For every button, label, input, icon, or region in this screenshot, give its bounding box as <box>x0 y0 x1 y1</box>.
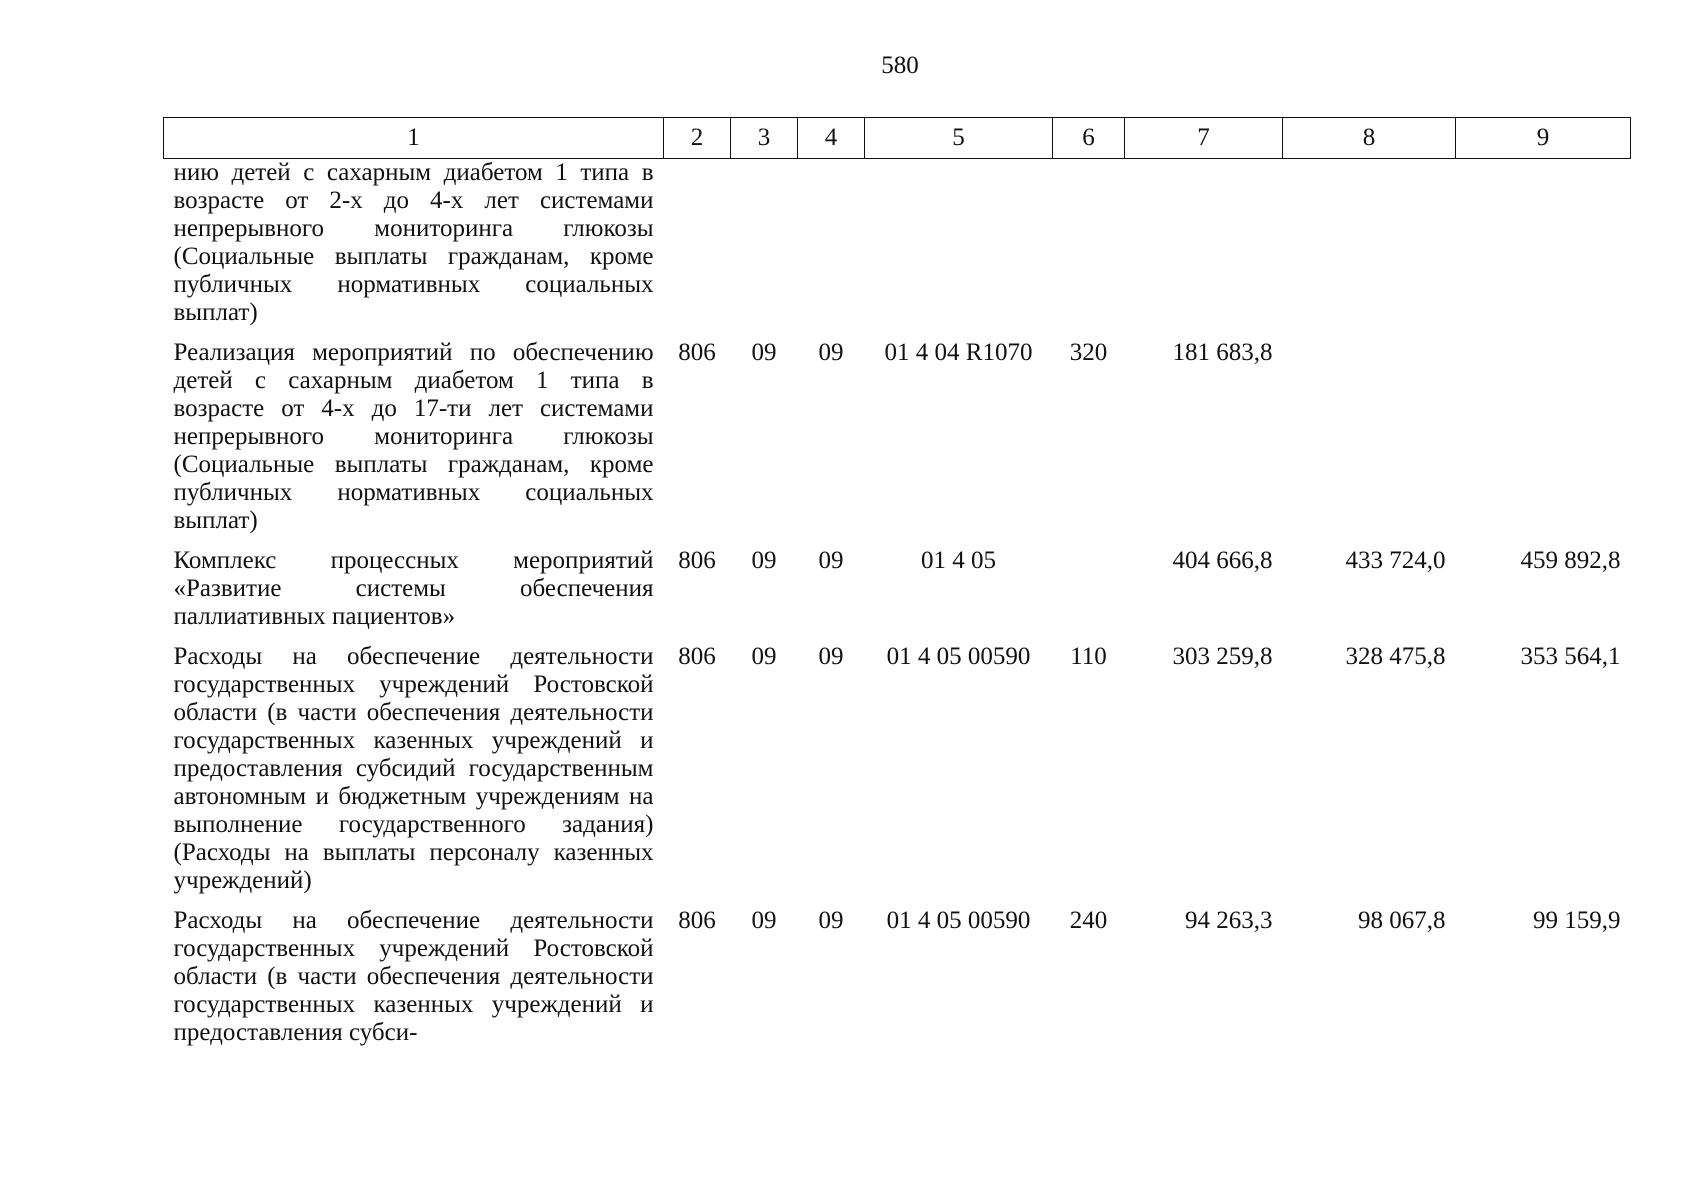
row-ministry: 806 <box>678 907 716 934</box>
header-col-8: 8 <box>1283 118 1456 159</box>
row-amount-col7: 181 683,8 <box>1172 339 1273 366</box>
table-body <box>164 159 1631 1048</box>
row-amount-col9: 353 564,1 <box>1520 643 1621 670</box>
row-expense-type <box>1053 535 1125 631</box>
row-amount-col8 <box>1283 159 1456 328</box>
row-description: Реализация мероприятий по обеспечению детей с сахарным диабетом 1 типа в возрасте от 4-х до 17-ти лет системами непрерывного мониторинга глюкозы (Социальные выплаты гражданам, кроме публичных нормативных социальных выплат) <box>173 339 654 534</box>
header-col-4: 4 <box>798 118 865 159</box>
row-amount-col7: 404 666,8 <box>1172 547 1273 574</box>
row-amount-col9: 459 892,8 <box>1520 547 1621 574</box>
row-amount-col9 <box>1456 159 1631 328</box>
row-description: нию детей с сахарным диабетом 1 типа в возрасте от 2-х до 4-х лет системами непрерывного мониторинга глюкозы (Социальные выплаты гражданам, кроме публичных нормативных социальных выплат) <box>173 159 654 326</box>
row-amount-col7 <box>1125 159 1283 328</box>
row-section: 09 <box>751 547 777 574</box>
row-amount-col7: 303 259,8 <box>1172 643 1273 670</box>
row-subsection <box>798 159 865 328</box>
row-target-article: 01 4 05 00590 <box>886 907 1031 934</box>
row-subsection: 09 <box>818 643 844 670</box>
header-col-1: 1 <box>164 118 664 159</box>
row-amount-col8 <box>1283 327 1456 535</box>
row-section: 09 <box>751 907 777 934</box>
row-amount-col7: 94 263,3 <box>1185 907 1273 934</box>
row-section: 09 <box>751 339 777 366</box>
table-row <box>164 535 1631 631</box>
row-target-article <box>865 159 1053 328</box>
row-expense-type: 320 <box>1069 339 1108 366</box>
header-col-3: 3 <box>731 118 798 159</box>
row-expense-type: 110 <box>1070 643 1107 670</box>
row-amount-col8: 433 724,0 <box>1345 547 1446 574</box>
budget-table <box>163 117 1631 1047</box>
row-subsection: 09 <box>818 339 844 366</box>
row-description: Расходы на обеспечение деятельности государственных учреждений Ростовской области (в части обеспечения деятельности государственных казенных учреждений и предоставления субси- <box>173 907 654 1046</box>
row-ministry <box>664 159 731 328</box>
header-col-6: 6 <box>1053 118 1125 159</box>
header-col-2: 2 <box>664 118 731 159</box>
row-expense-type <box>1053 159 1125 328</box>
row-target-article: 01 4 05 <box>921 547 996 574</box>
row-amount-col8: 98 067,8 <box>1358 907 1446 934</box>
row-amount-col8: 328 475,8 <box>1345 643 1446 670</box>
table-row <box>164 895 1631 1047</box>
page-number: 580 <box>881 52 919 79</box>
row-description: Комплекс процессных мероприятий «Развитие системы обеспечения паллиативных пациентов» <box>173 547 654 630</box>
row-target-article: 01 4 05 00590 <box>886 643 1031 670</box>
header-col-5: 5 <box>865 118 1053 159</box>
table-row <box>164 159 1631 328</box>
row-subsection: 09 <box>818 547 844 574</box>
header-row <box>164 118 1631 159</box>
row-section <box>731 159 798 328</box>
table-row <box>164 631 1631 895</box>
table-header <box>164 118 1631 159</box>
row-subsection: 09 <box>818 907 844 934</box>
row-amount-col9 <box>1456 327 1631 535</box>
header-col-9: 9 <box>1456 118 1631 159</box>
header-col-7: 7 <box>1125 118 1283 159</box>
row-expense-type: 240 <box>1069 907 1108 934</box>
row-ministry: 806 <box>678 339 716 366</box>
row-section: 09 <box>751 643 777 670</box>
table-row <box>164 327 1631 535</box>
row-target-article: 01 4 04 R1070 <box>884 339 1033 366</box>
row-ministry: 806 <box>678 547 716 574</box>
row-amount-col9: 99 159,9 <box>1533 907 1621 934</box>
row-ministry: 806 <box>678 643 716 670</box>
row-description: Расходы на обеспечение деятельности государственных учреждений Ростовской области (в части обеспечения деятельности государственных казенных учреждений и предоставления субсидий государственным автономным и бюджетным учреждениям на выполнение государственного задания) (Расходы на выплаты персоналу казенных учреждений) <box>173 643 654 894</box>
